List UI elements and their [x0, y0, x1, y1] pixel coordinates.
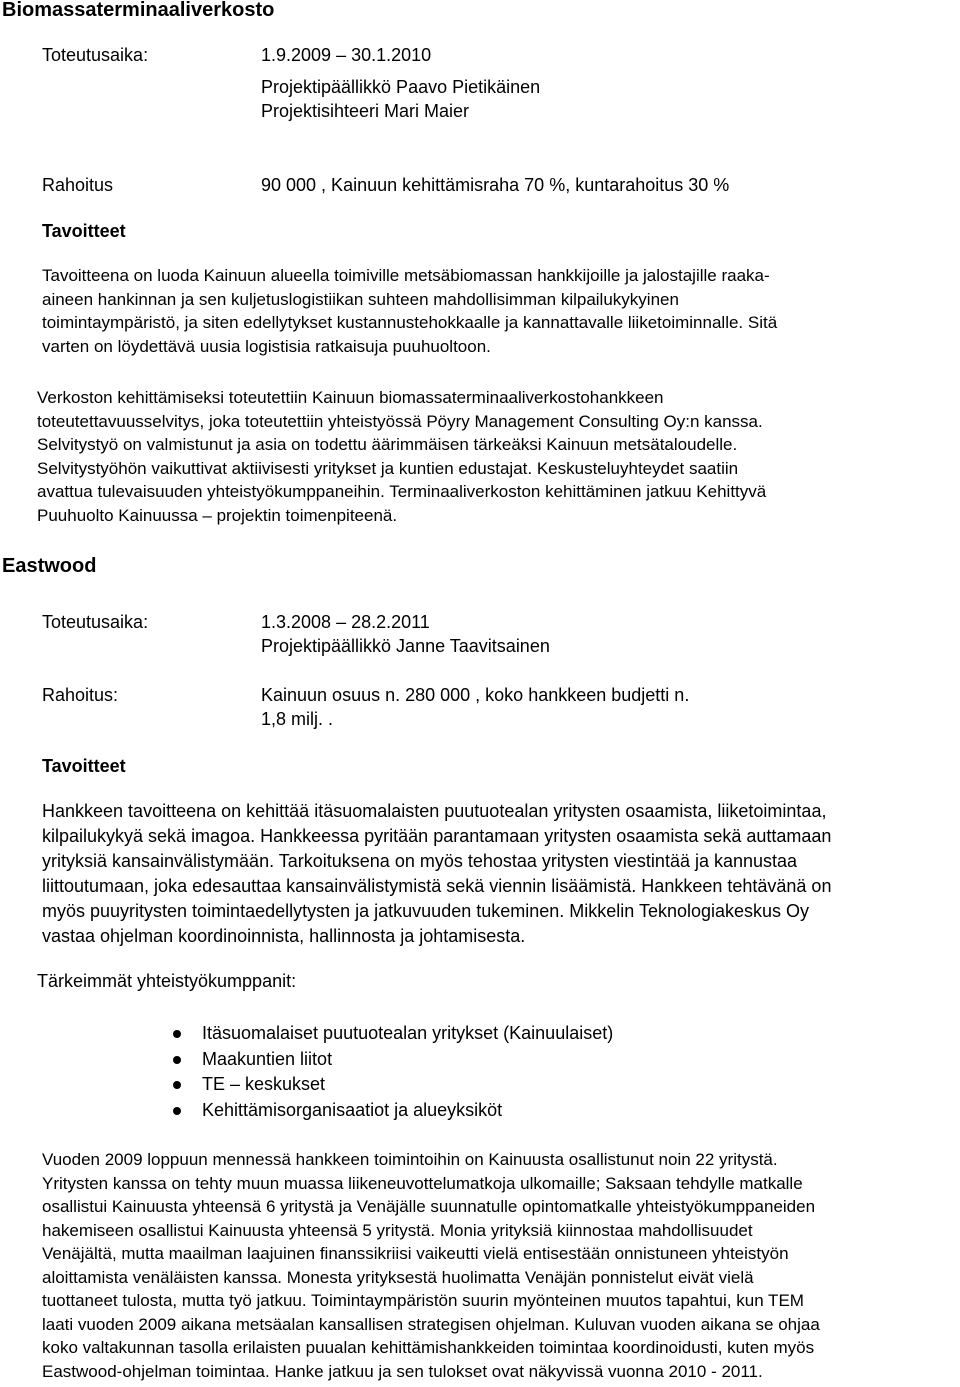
paragraph-line: koko valtakunnan tasolla erilaisten puualan kehittämishankkeiden toimintaa koordinoidusti, kuten myös: [42, 1338, 815, 1357]
partners-label: Tärkeimmät yhteistyökumppanit:: [37, 971, 297, 991]
project-manager: Projektipäällikkö Janne Taavitsainen: [261, 636, 550, 656]
paragraph-line: kilpailukykyä sekä imagoa. Hankkeessa pyritään parantamaan yritysten osaamista sekä auttamaan: [42, 826, 832, 846]
paragraph-line: Yritysten kanssa on tehty muun muassa liikeneuvottelumatkoja ulkomaille; Saksaan tehdylle matkalle: [42, 1173, 803, 1193]
implementation-period-value: 1.9.2009 – 30.1.2010: [261, 45, 432, 65]
paragraph-line: varten on löydettävä uusia logistisia ratkaisuja puuhuoltoon.: [42, 336, 491, 356]
paragraph-line: Selvitystyöhön vaikuttivat aktiivisesti yritykset ja kuntien edustajat. Keskusteluyhteydet saatiin: [37, 458, 739, 478]
paragraph-line: Selvitystyö on valmistunut ja asia on todettu äärimmäisen tärkeäksi Kainuun metsätaloudelle.: [37, 435, 738, 454]
paragraph-line: aineen hankinnan ja sen kuljetuslogistiikan suhteen mahdollisimman kilpailukykyinen: [42, 289, 679, 309]
partners-list: [168, 1021, 613, 1123]
list-item: Maakuntien liitot: [168, 1047, 613, 1073]
paragraph-line: Verkoston kehittämiseksi toteutettiin Kainuun biomassaterminaaliverkostohankkeen: [37, 388, 664, 407]
paragraph-line: myös puuyritysten toimintaedellytysten ja jatkuvuuden tukeminen. Mikkelin Teknologiakeskus Oy: [42, 901, 810, 921]
goals-paragraph: [42, 264, 777, 358]
implementation-period-value: 1.3.2008 – 28.2.2011: [261, 612, 430, 632]
paragraph-line: Vuoden 2009 loppuun mennessä hankkeen toimintoihin on Kainuusta osallistunut noin 22 yritystä.: [42, 1150, 778, 1169]
paragraph-line: toimintaympäristö, ja siten edellytykset kustannustehokkaalle ja kannattavalle liiketoiminnalle. Sitä: [42, 313, 778, 332]
goals-heading: Tavoitteet: [42, 221, 126, 241]
funding-value-line-1: Kainuun osuus n. 280 000 , koko hankkeen budjetti n.: [261, 685, 690, 705]
paragraph-line: toteutettavuusselvitys, joka toteutettiin yhteistyössä Pöyry Management Consulting Oy:n kanssa.: [37, 411, 763, 431]
paragraph-line: osallistui Kainuusta yhteensä 6 yritystä ja Venäjälle suunnatulle opintomatkalle yhteistyökumppaneiden: [42, 1197, 816, 1216]
funding-value-line-2: 1,8 milj. .: [261, 709, 334, 729]
bullet-icon: [173, 1056, 181, 1064]
paragraph-line: Hankkeen tavoitteena on kehittää itäsuomalaisten puutuotealan yritysten osaamista, liiketoimintaa,: [42, 801, 827, 821]
funding-label: Rahoitus: [42, 175, 114, 195]
paragraph-line: Tavoitteena on luoda Kainuun alueella toimiville metsäbiomassan hankkijoille ja jalostajille raaka-: [42, 266, 770, 285]
paragraph-line: aloittamista venäläisten kanssa. Monesta yrityksestä huolimatta Venäjän ponnistelut eivät vielä: [42, 1267, 754, 1287]
funding-label: Rahoitus:: [42, 685, 119, 705]
paragraph-line: tuottaneet tulosta, mutta työ jatkuu. Toimintaympäristön suurin myönteinen muutos tapahtui, kun TEM: [42, 1291, 804, 1310]
section-title-eastwood: Eastwood: [2, 555, 97, 577]
paragraph-line: liittoutumaan, joka edesauttaa kansainvälistymistä sekä viennin lisäämistä. Hankkeen tehtävänä on: [42, 876, 832, 896]
funding-value: 90 000 , Kainuun kehittämisraha 70 %, kuntarahoitus 30 %: [261, 175, 730, 195]
paragraph-line: yrityksiä kansainvälistymään. Tarkoituksena on myös tehostaa yritysten viestintää ja kannustaa: [42, 851, 798, 871]
paragraph-line: Puuhuolto Kainuussa – projektin toimenpiteenä.: [37, 505, 398, 525]
list-item: Itäsuomalaiset puutuotealan yritykset (Kainuulaiset): [168, 1021, 613, 1047]
results-paragraph: [42, 1148, 820, 1383]
paragraph-line: laati vuoden 2009 aikana metsäalan kansallisen strategisen ohjelman. Kuluvan vuoden aikana se ohjaa: [42, 1314, 820, 1334]
paragraph-line: hakemiseen osallistui Kainuusta yhteensä 5 yritystä. Monia yrityksiä kiinnostaa mahdollisuudet: [42, 1220, 753, 1240]
bullet-icon: [173, 1081, 181, 1089]
results-paragraph: [37, 386, 766, 527]
paragraph-line: avattua tulevaisuuden yhteistyökumppaneihin. Terminaaliverkoston kehittäminen jatkuu Kehittyvä: [37, 482, 767, 501]
goals-heading: Tavoitteet: [42, 756, 126, 776]
paragraph-line: vastaa ohjelman koordinoinnista, hallinnosta ja johtamisesta.: [42, 926, 526, 946]
list-item: TE – keskukset: [168, 1072, 613, 1098]
bullet-icon: [173, 1030, 181, 1038]
implementation-period-label: Toteutusaika:: [42, 45, 149, 65]
list-item: Kehittämisorganisaatiot ja alueyksiköt: [168, 1098, 613, 1124]
section-title-biomass: Biomassaterminaaliverkosto: [2, 0, 275, 21]
project-secretary: Projektisihteeri Mari Maier: [261, 101, 470, 121]
bullet-icon: [173, 1107, 181, 1115]
paragraph-line: Eastwood-ohjelman toimintaa. Hanke jatkuu ja sen tulokset ovat näkyvissä vuonna 2010 - 2011.: [42, 1361, 763, 1381]
project-manager: Projektipäällikkö Paavo Pietikäinen: [261, 77, 541, 97]
paragraph-line: Venäjältä, mutta maailman laajuinen finanssikriisi vaikeutti vielä entisestään onnistuneen yhteistyön: [42, 1244, 789, 1263]
implementation-period-label: Toteutusaika:: [42, 612, 149, 632]
goals-paragraph: [42, 799, 831, 949]
